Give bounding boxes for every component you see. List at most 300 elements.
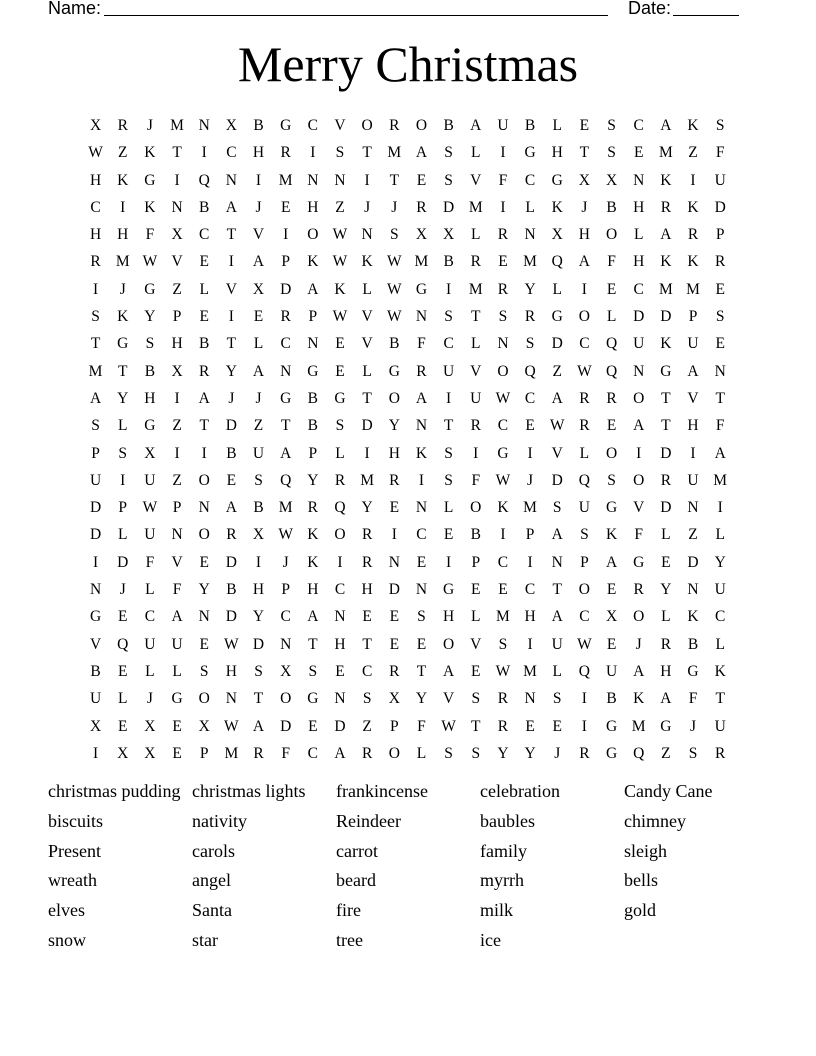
grid-letter[interactable]: X [280,662,292,680]
grid-letter[interactable]: E [606,635,617,653]
grid-letter[interactable]: M [631,717,646,735]
grid-letter[interactable]: N [225,690,237,708]
grid-letter[interactable]: V [252,226,265,244]
grid-letter[interactable]: J [146,690,153,708]
grid-letter[interactable]: I [527,444,533,462]
grid-letter[interactable]: M [713,471,728,489]
grid-letter[interactable]: F [634,526,644,544]
grid-letter[interactable]: H [687,417,699,435]
grid-letter[interactable]: E [335,362,345,380]
grid-letter[interactable]: B [226,444,237,462]
grid-letter[interactable]: T [416,662,427,680]
grid-letter[interactable]: T [362,635,372,653]
name-blank-line[interactable] [104,15,608,16]
grid-letter[interactable]: G [307,362,319,380]
grid-letter[interactable]: R [606,389,617,407]
grid-letter[interactable]: J [119,581,126,599]
grid-letter[interactable]: O [280,690,292,708]
grid-letter[interactable]: T [661,417,671,435]
grid-letter[interactable]: G [687,662,699,680]
grid-letter[interactable]: V [470,635,482,653]
grid-letter[interactable]: G [415,280,428,298]
grid-letter[interactable]: T [280,417,291,435]
grid-letter[interactable]: C [361,662,373,680]
grid-letter[interactable]: I [717,499,723,517]
grid-letter[interactable]: V [334,117,346,134]
grid-letter[interactable]: S [607,471,616,489]
grid-letter[interactable]: W [495,389,511,407]
grid-letter[interactable]: O [198,526,210,544]
grid-letter[interactable]: L [552,662,562,680]
grid-letter[interactable]: U [714,581,726,599]
grid-letter[interactable]: I [92,280,99,298]
grid-letter[interactable]: H [252,581,265,599]
grid-letter[interactable]: K [415,444,428,462]
grid-letter[interactable]: K [633,690,645,708]
grid-letter[interactable]: M [496,608,510,626]
grid-letter[interactable]: E [552,717,562,735]
grid-letter[interactable]: Y [117,389,129,407]
grid-letter[interactable]: N [334,608,346,626]
grid-letter[interactable]: T [118,362,128,380]
grid-letter[interactable]: I [120,198,126,216]
grid-letter[interactable]: Q [198,171,210,189]
grid-letter[interactable]: S [444,471,453,489]
grid-letter[interactable]: K [660,171,672,189]
grid-letter[interactable]: S [254,471,263,489]
grid-letter[interactable]: O [605,226,618,244]
grid-letter[interactable]: D [551,471,563,489]
grid-letter[interactable]: D [117,553,129,571]
grid-letter[interactable]: E [389,608,400,626]
grid-letter[interactable]: D [660,444,672,462]
grid-letter[interactable]: A [551,526,563,544]
grid-letter[interactable]: S [335,144,345,162]
grid-letter[interactable]: H [334,635,346,653]
grid-letter[interactable]: R [334,471,346,489]
grid-letter[interactable]: E [525,717,535,735]
grid-letter[interactable]: L [525,198,535,216]
grid-letter[interactable]: K [551,198,563,216]
grid-letter[interactable]: W [549,417,565,435]
grid-letter[interactable]: O [578,308,590,326]
grid-letter[interactable]: F [281,744,290,762]
grid-letter[interactable]: V [470,362,482,380]
grid-letter[interactable]: L [118,526,128,544]
grid-letter[interactable]: K [307,253,319,271]
grid-letter[interactable]: P [389,717,399,735]
grid-letter[interactable]: R [497,280,509,298]
grid-letter[interactable]: G [605,717,618,735]
grid-letter[interactable]: F [498,171,508,189]
grid-letter[interactable]: N [633,362,645,380]
grid-letter[interactable]: M [468,280,483,298]
grid-letter[interactable]: I [581,690,587,708]
grid-letter[interactable]: P [281,581,290,599]
grid-letter[interactable]: E [199,553,209,571]
grid-letter[interactable]: C [715,608,726,626]
grid-letter[interactable]: V [361,335,373,353]
grid-letter[interactable]: R [226,526,237,544]
grid-letter[interactable]: A [307,608,319,626]
grid-letter[interactable]: B [687,635,699,653]
grid-letter[interactable]: K [307,526,319,544]
grid-letter[interactable]: A [334,744,346,762]
grid-letter[interactable]: Z [172,280,182,298]
grid-letter[interactable]: S [498,635,508,653]
grid-letter[interactable]: N [171,198,183,216]
grid-letter[interactable]: T [90,335,101,353]
grid-letter[interactable]: G [551,171,563,189]
grid-letter[interactable]: B [389,335,400,353]
grid-letter[interactable]: C [307,744,318,762]
grid-letter[interactable]: V [225,280,237,298]
grid-letter[interactable]: S [444,444,453,462]
grid-letter[interactable]: J [527,471,534,489]
grid-letter[interactable]: V [443,690,455,708]
grid-letter[interactable]: R [361,553,373,571]
grid-letter[interactable]: P [172,308,182,326]
grid-letter[interactable]: E [199,308,209,326]
grid-letter[interactable]: W [386,253,402,271]
grid-letter[interactable]: R [280,144,291,162]
grid-letter[interactable]: E [661,553,671,571]
grid-letter[interactable]: E [715,280,725,298]
grid-letter[interactable]: J [282,553,289,571]
grid-letter[interactable]: K [117,171,129,189]
grid-letter[interactable]: E [335,335,345,353]
grid-letter[interactable]: E [633,144,644,162]
grid-letter[interactable]: A [578,253,590,271]
grid-letter[interactable]: J [364,198,371,216]
grid-letter[interactable]: K [687,253,699,271]
grid-letter[interactable]: E [172,717,182,735]
grid-letter[interactable]: N [225,171,237,189]
grid-letter[interactable]: A [633,417,645,435]
grid-letter[interactable]: F [172,581,182,599]
grid-letter[interactable]: K [687,198,699,216]
grid-letter[interactable]: S [471,744,481,762]
grid-letter[interactable]: R [389,117,400,134]
grid-letter[interactable]: S [362,690,372,708]
grid-letter[interactable]: R [280,308,291,326]
grid-letter[interactable]: I [92,553,99,571]
grid-letter[interactable]: K [117,308,129,326]
grid-letter[interactable]: A [714,444,726,462]
grid-letter[interactable]: C [334,581,346,599]
grid-letter[interactable]: D [633,308,645,326]
grid-letter[interactable]: B [470,526,481,544]
grid-letter[interactable]: G [605,744,618,762]
grid-letter[interactable]: C [416,526,427,544]
grid-letter[interactable]: I [500,526,506,544]
grid-letter[interactable]: T [552,581,562,599]
grid-letter[interactable]: L [471,144,481,162]
grid-letter[interactable]: E [389,499,400,517]
grid-letter[interactable]: D [714,198,726,216]
grid-letter[interactable]: T [172,144,182,162]
grid-letter[interactable]: W [224,635,239,653]
grid-letter[interactable]: G [117,335,129,353]
grid-letter[interactable]: S [118,444,128,462]
grid-letter[interactable]: A [225,499,237,517]
grid-letter[interactable]: T [389,171,400,189]
grid-letter[interactable]: L [661,526,671,544]
grid-letter[interactable]: E [416,171,427,189]
grid-letter[interactable]: W [495,662,511,680]
grid-letter[interactable]: C [633,117,644,134]
grid-letter[interactable]: P [199,744,209,762]
grid-letter[interactable]: Q [578,471,590,489]
grid-letter[interactable]: B [307,417,318,435]
grid-letter[interactable]: E [118,717,128,735]
grid-letter[interactable]: I [364,444,370,462]
grid-letter[interactable]: U [89,471,102,489]
grid-letter[interactable]: K [307,553,319,571]
grid-letter[interactable]: X [89,117,102,134]
date-blank-line[interactable] [673,15,739,16]
grid-letter[interactable]: W [577,362,592,380]
grid-letter[interactable]: Z [335,198,345,216]
grid-letter[interactable]: E [416,553,427,571]
grid-letter[interactable]: I [174,171,180,189]
grid-letter[interactable]: N [415,308,428,326]
grid-letter[interactable]: N [415,417,428,435]
grid-letter[interactable]: A [280,444,292,462]
grid-letter[interactable]: R [579,417,590,435]
grid-letter[interactable]: N [280,635,292,653]
grid-letter[interactable]: U [497,117,509,134]
grid-letter[interactable]: U [470,389,482,407]
grid-letter[interactable]: N [415,499,428,517]
grid-letter[interactable]: C [497,553,509,571]
grid-letter[interactable]: E [172,744,182,762]
grid-letter[interactable]: Z [552,362,562,380]
grid-letter[interactable]: E [498,581,508,599]
grid-letter[interactable]: T [471,308,481,326]
grid-letter[interactable]: I [527,635,533,653]
grid-letter[interactable]: R [497,226,509,244]
grid-letter[interactable]: K [660,253,672,271]
grid-letter[interactable]: S [91,417,100,435]
grid-letter[interactable]: K [144,144,156,162]
grid-letter[interactable]: D [89,499,102,517]
grid-letter[interactable]: O [198,471,210,489]
grid-letter[interactable]: T [226,226,237,244]
grid-letter[interactable]: T [661,389,671,407]
grid-letter[interactable]: R [715,744,726,762]
grid-letter[interactable]: N [334,171,346,189]
grid-letter[interactable]: L [172,662,182,680]
grid-letter[interactable]: U [144,635,156,653]
grid-letter[interactable]: L [471,608,481,626]
grid-letter[interactable]: C [144,608,156,626]
grid-letter[interactable]: H [633,198,645,216]
grid-letter[interactable]: L [633,226,644,244]
grid-letter[interactable]: W [441,717,456,735]
grid-letter[interactable]: A [252,362,265,380]
grid-letter[interactable]: M [523,662,537,680]
grid-letter[interactable]: J [119,280,126,298]
grid-letter[interactable]: L [443,499,454,517]
grid-letter[interactable]: R [416,362,427,380]
grid-letter[interactable]: C [307,117,318,134]
grid-letter[interactable]: N [198,608,210,626]
grid-letter[interactable]: I [636,444,642,462]
grid-letter[interactable]: Y [307,471,319,489]
grid-letter[interactable]: W [495,471,511,489]
grid-letter[interactable]: L [552,117,562,134]
grid-letter[interactable]: M [224,744,239,762]
grid-letter[interactable]: N [497,335,509,353]
grid-letter[interactable]: O [633,471,645,489]
grid-letter[interactable]: A [470,117,482,134]
grid-letter[interactable]: O [633,608,645,626]
grid-letter[interactable]: S [715,117,725,134]
grid-letter[interactable]: L [362,280,372,298]
grid-letter[interactable]: N [524,690,536,708]
grid-letter[interactable]: A [660,117,672,134]
grid-letter[interactable]: T [715,690,725,708]
grid-letter[interactable]: X [225,117,237,134]
grid-letter[interactable]: I [255,171,262,189]
grid-letter[interactable]: I [690,171,696,189]
grid-letter[interactable]: N [280,362,292,380]
grid-letter[interactable]: W [577,635,592,653]
grid-letter[interactable]: S [525,335,535,353]
grid-letter[interactable]: P [172,499,182,517]
grid-letter[interactable]: J [255,389,262,407]
grid-letter[interactable]: B [524,117,536,134]
grid-letter[interactable]: I [581,280,587,298]
grid-letter[interactable]: V [633,499,645,517]
grid-letter[interactable]: C [633,280,644,298]
grid-letter[interactable]: H [524,608,536,626]
grid-letter[interactable]: N [687,499,699,517]
grid-letter[interactable]: Y [524,280,536,298]
grid-letter[interactable]: R [361,526,373,544]
grid-letter[interactable]: T [253,690,264,708]
grid-letter[interactable]: S [715,308,725,326]
grid-letter[interactable]: E [443,526,454,544]
grid-letter[interactable]: K [687,608,699,626]
grid-letter[interactable]: L [579,444,590,462]
grid-letter[interactable]: Q [334,499,346,517]
grid-letter[interactable]: R [117,117,128,134]
grid-letter[interactable]: C [280,335,291,353]
grid-letter[interactable]: G [524,144,536,162]
grid-letter[interactable]: D [252,635,265,653]
grid-letter[interactable]: L [715,635,725,653]
grid-letter[interactable]: M [523,499,537,517]
grid-letter[interactable]: K [714,662,726,680]
grid-letter[interactable]: S [471,690,481,708]
grid-letter[interactable]: I [446,280,452,298]
grid-letter[interactable]: A [551,608,563,626]
grid-letter[interactable]: Q [551,253,563,271]
grid-letter[interactable]: C [524,171,536,189]
grid-letter[interactable]: S [552,690,562,708]
grid-letter[interactable]: G [334,389,346,407]
grid-letter[interactable]: E [226,471,237,489]
grid-letter[interactable]: Y [524,744,536,762]
grid-letter[interactable]: R [497,690,509,708]
grid-letter[interactable]: V [551,444,563,462]
grid-letter[interactable]: L [362,362,372,380]
grid-letter[interactable]: E [606,581,617,599]
grid-letter[interactable]: E [199,635,209,653]
grid-letter[interactable]: B [199,198,210,216]
grid-letter[interactable]: X [388,690,400,708]
grid-letter[interactable]: E [253,308,264,326]
grid-letter[interactable]: P [580,553,589,571]
grid-letter[interactable]: L [471,335,481,353]
grid-letter[interactable]: I [201,144,207,162]
grid-letter[interactable]: P [308,444,318,462]
grid-letter[interactable]: S [444,308,453,326]
grid-letter[interactable]: H [307,581,319,599]
grid-letter[interactable]: S [607,144,616,162]
grid-letter[interactable]: N [388,553,400,571]
grid-letter[interactable]: F [145,553,155,571]
grid-letter[interactable]: C [226,144,237,162]
grid-letter[interactable]: I [690,444,696,462]
grid-letter[interactable]: N [361,226,373,244]
grid-letter[interactable]: G [171,690,183,708]
grid-letter[interactable]: U [89,690,102,708]
grid-letter[interactable]: S [552,499,562,517]
grid-letter[interactable]: Y [252,608,265,626]
grid-letter[interactable]: B [606,198,617,216]
grid-letter[interactable]: S [607,117,616,134]
grid-letter[interactable]: M [360,471,375,489]
grid-letter[interactable]: O [415,117,428,134]
grid-letter[interactable]: Y [361,499,373,517]
grid-letter[interactable]: W [332,253,348,271]
grid-letter[interactable]: M [88,362,103,380]
grid-letter[interactable]: I [364,171,370,189]
grid-letter[interactable]: Q [605,335,618,353]
grid-letter[interactable]: X [443,226,455,244]
grid-letter[interactable]: I [446,553,452,571]
grid-letter[interactable]: Y [198,581,210,599]
grid-letter[interactable]: I [228,253,234,271]
grid-letter[interactable]: B [443,253,454,271]
grid-letter[interactable]: H [252,144,265,162]
grid-letter[interactable]: D [225,608,237,626]
grid-letter[interactable]: S [444,144,453,162]
grid-letter[interactable]: A [415,144,428,162]
grid-letter[interactable]: N [714,362,726,380]
grid-letter[interactable]: Y [388,417,400,435]
grid-letter[interactable]: C [443,335,454,353]
grid-letter[interactable]: B [226,581,237,599]
grid-letter[interactable]: W [332,308,348,326]
grid-letter[interactable]: N [633,171,645,189]
grid-letter[interactable]: B [443,117,454,134]
grid-letter[interactable]: L [145,662,155,680]
grid-letter[interactable]: D [280,717,292,735]
grid-letter[interactable]: E [715,335,725,353]
grid-letter[interactable]: G [660,717,672,735]
grid-letter[interactable]: K [361,253,373,271]
grid-letter[interactable]: N [89,581,102,599]
grid-letter[interactable]: O [307,226,319,244]
grid-letter[interactable]: G [388,362,400,380]
grid-letter[interactable]: X [252,280,265,298]
grid-letter[interactable]: W [278,526,293,544]
grid-letter[interactable]: Q [633,744,645,762]
